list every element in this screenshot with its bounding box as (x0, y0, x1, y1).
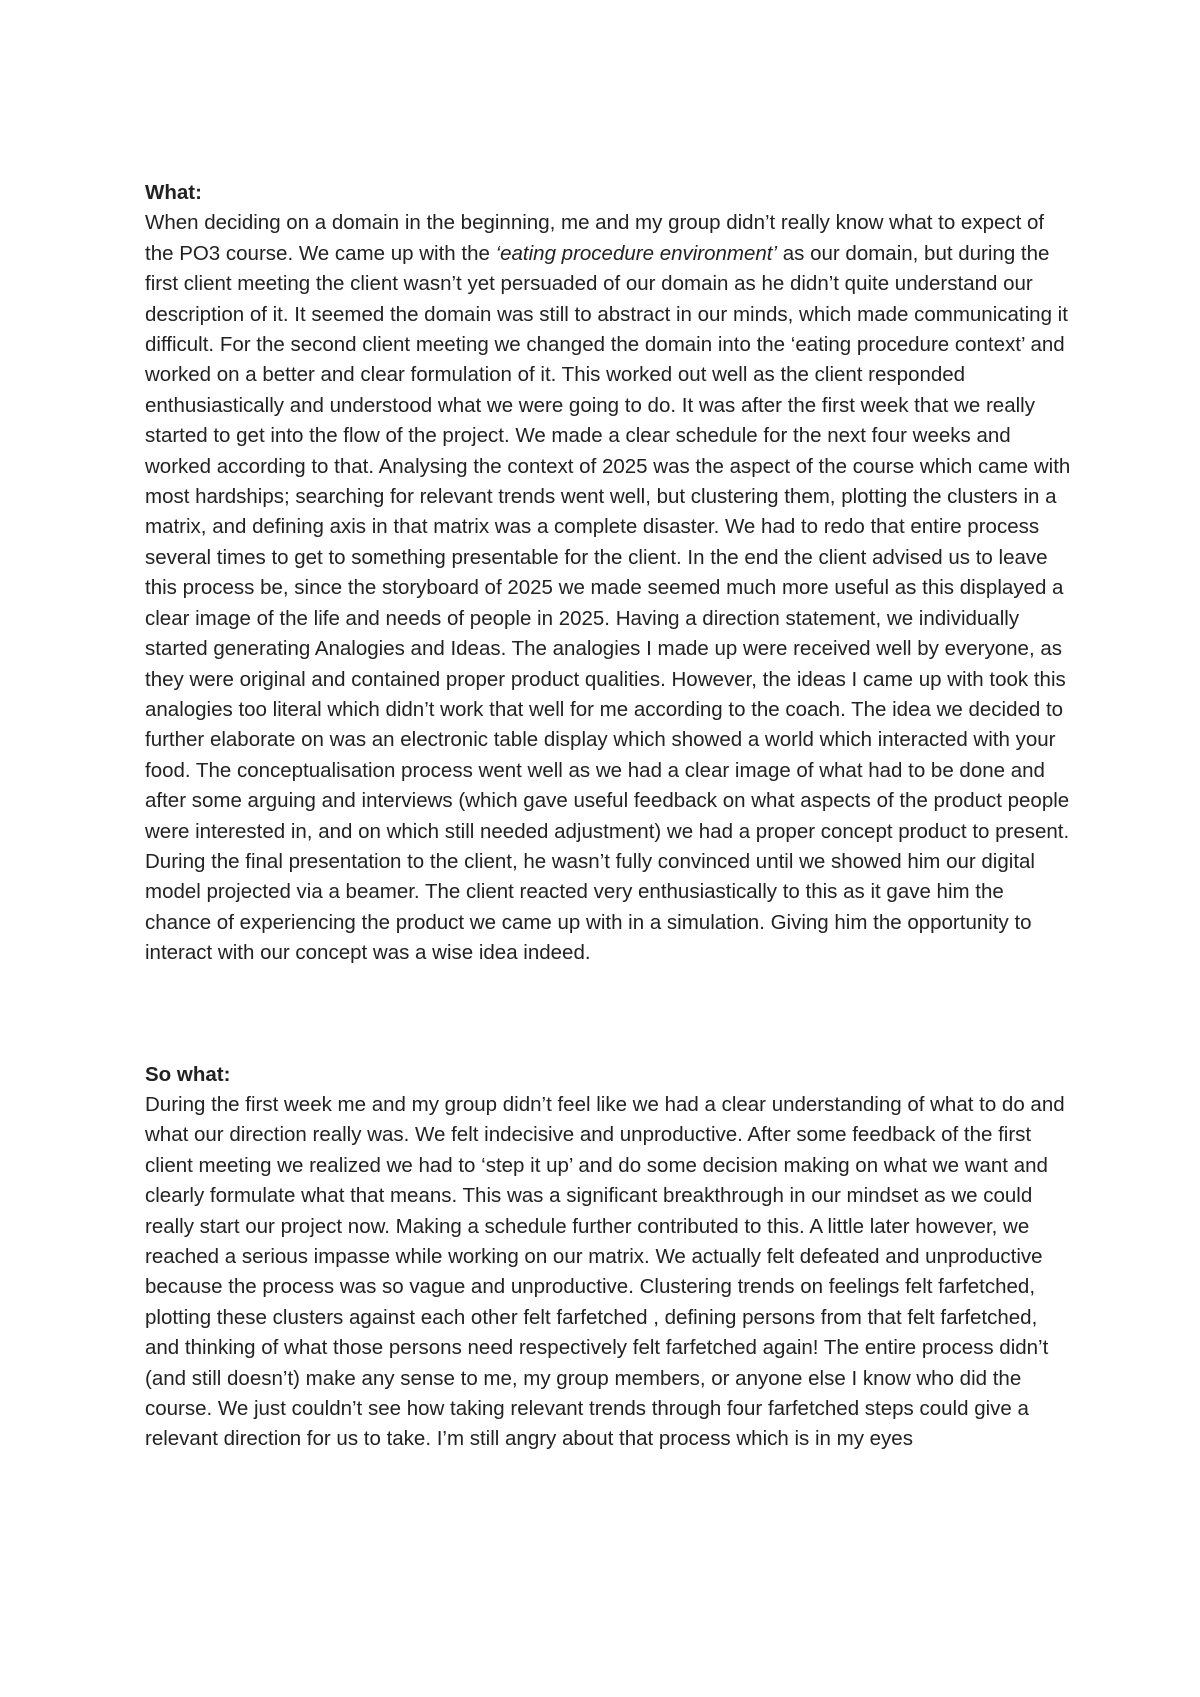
section-heading-what: What: (145, 181, 202, 204)
section-spacer (145, 969, 1075, 1060)
section-what (145, 178, 1075, 969)
paragraph-text: When deciding on a domain in the beginning, me and my group didn’t really know what to expect of the PO3 course. We came up with the (145, 211, 1045, 265)
document-content (145, 178, 1075, 1455)
paragraph-text: as our domain, but during the first client meeting the client wasn’t yet persuaded of our domain as he didn’t quite understand our description of it. It seemed the domain was still to abstract in our minds, which made communicating it difficult. For the second client meeting we changed the domain into the ‘eating procedure context’ and worked on a better and clear formulation of it. This worked out well as the client responded enthusiastically and understood what we were going to do. It was after the first week that we really started to get into the flow of the project. We made a clear schedule for the next four weeks and worked according to that. Analysing the context of 2025 was the aspect of the course which came with most hardships; searching for relevant trends went well, but clustering them, plotting the clusters in a matrix, and defining axis in that matrix was a complete disaster. We had to redo that entire process several times to get to something presentable for the client. In the end the client advised us to leave this process be, since the storyboard of 2025 we made seemed much more useful as this displayed a clear image of the life and needs of people in 2025. Having a direction statement, we individually started generating Analogies and Ideas. The analogies I made up were received well by everyone, as they were original and contained proper product qualities. However, the ideas I came up with took this analogies too literal which didn’t work that well for me according to the coach. The idea we decided to further elaborate on was an electronic table display which showed a world which interacted with your food. The conceptualisation process went well as we had a clear image of what had to be done and after some arguing and interviews (which gave useful feedback on what aspects of the product people were interested in, and on which still needed adjustment) we had a proper concept product to present. During the final presentation to the client, he wasn’t fully convinced until we showed him our digital model projected via a beamer. The client reacted very enthusiastically to this as it gave him the chance of experiencing the product we came up with in a simulation. Giving him the opportunity to interact with our concept was a wise idea indeed. (145, 241, 1071, 965)
section-paragraph-so-what: During the first week me and my group didn’t feel like we had a clear understanding of what to do and what our direction really was. We felt indecisive and unproductive. After some feedback of the first client meeting we realized we had to ‘step it up’ and do some decision making on what we want and clearly formulate what that means. This was a significant breakthrough in our mindset as we could really start our project now. Making a schedule further contributed to this. A little later however, we reached a serious impasse while working on our matrix. We actually felt defeated and unproductive because the process was so vague and unproductive. Clustering trends on feelings felt farfetched, plotting these clusters against each other felt farfetched , defining persons from that felt farfetched, and thinking of what those persons need respectively felt farfetched again! The entire process didn’t (and still doesn’t) make any sense to me, my group members, or anyone else I know who did the course. We just couldn’t see how taking relevant trends through four farfetched steps could give a relevant direction for us to take. I’m still angry about that process which is in my eyes (145, 1092, 1065, 1451)
section-so-what (145, 1060, 1075, 1455)
section-heading-so-what: So what: (145, 1062, 231, 1086)
italic-phrase: ‘eating procedure environment’ (495, 241, 778, 265)
section-paragraph-what (145, 208, 1075, 968)
